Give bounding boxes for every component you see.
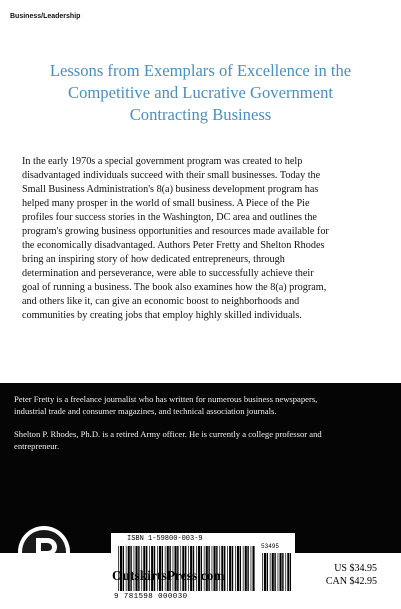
ean-number: 9 781598 000030 xyxy=(114,593,188,601)
barcode-addon-text: 53495 xyxy=(261,543,280,550)
description-line: determination and perseverance, were able to successfully achieve their xyxy=(22,268,314,279)
isbn-text: ISBN 1-59800-003-9 xyxy=(127,535,203,543)
bio-line: entrepreneur. xyxy=(14,441,60,451)
bio-line: Peter Fretty is a freelance journalist who has written for numerous business newspapers, xyxy=(14,394,318,404)
description-line: communities by creating jobs that employ highly skilled individuals. xyxy=(22,310,302,321)
author-bio-rhodes xyxy=(14,428,389,452)
price-us: US $34.95 xyxy=(334,563,377,574)
description-line: bring an inspiring story of how dedicated entrepreneurs, through xyxy=(22,254,285,265)
headline-line: Contracting Business xyxy=(129,105,272,124)
publisher-url: OutskirtsPress.com xyxy=(112,568,225,583)
bio-line: industrial trade and consumer magazines, and technical association journals. xyxy=(14,406,277,416)
description-line: goal of running a business. The book also examines how the 8(a) program, xyxy=(22,282,327,293)
headline xyxy=(10,60,391,126)
barcode-addon-bars xyxy=(261,553,291,591)
headline-line: Competitive and Lucrative Government xyxy=(68,83,333,102)
description-line: the economically disadvantaged. Authors Peter Fretty and Shelton Rhodes xyxy=(22,240,325,251)
author-bio-fretty xyxy=(14,393,389,417)
description-line: Small Business Administration's 8(a) business development program has xyxy=(22,184,319,195)
book-description xyxy=(22,155,392,323)
bio-line: Shelton P. Rhodes, Ph.D. is a retired Army officer. He is currently a college professor and xyxy=(14,429,322,439)
description-line: disadvantaged individuals succeed with their small businesses. Today the xyxy=(22,170,321,181)
description-line: profiles four success stories in the Washington, DC area and outlines the xyxy=(22,212,317,223)
description-line: In the early 1970s a special government program was created to help xyxy=(22,156,303,167)
description-line: program's growing business opportunities and resources made available for xyxy=(22,226,329,237)
category-label: Business/Leadership xyxy=(10,13,81,20)
price-can: CAN $42.95 xyxy=(325,576,377,587)
headline-line: Lessons from Exemplars of Excellence in the xyxy=(49,61,352,80)
description-line: helped many prosper in the world of small business. A Piece of the Pie xyxy=(22,198,310,209)
description-line: and others like it, can give an economic boost to neighborhoods and xyxy=(22,296,300,307)
